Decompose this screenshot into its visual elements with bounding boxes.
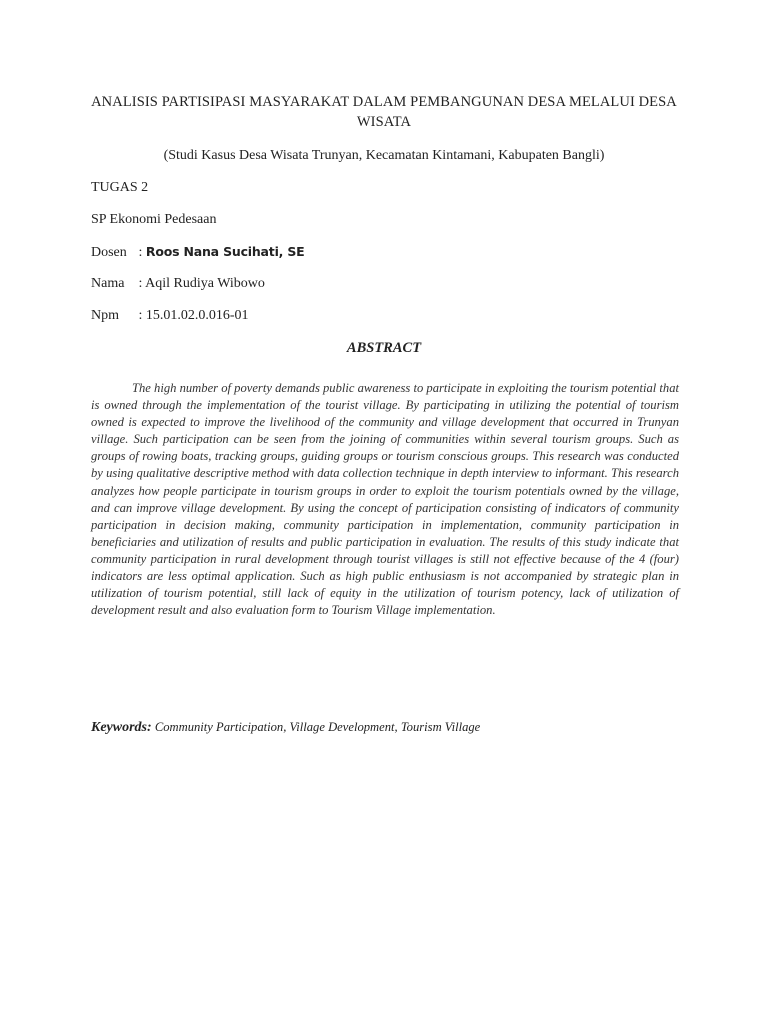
document-title: ANALISIS PARTISIPASI MASYARAKAT DALAM PEMBANGUNAN DESA MELALUI DESA WISATA <box>91 94 677 130</box>
course-name: SP Ekonomi Pedesaan <box>91 212 217 227</box>
student-id-separator: : <box>138 308 143 323</box>
assignment-label: TUGAS 2 <box>91 180 149 195</box>
student-id-line <box>91 306 249 326</box>
student-id-value: 15.01.02.0.016-01 <box>145 308 249 323</box>
student-id-label: Npm <box>91 308 119 323</box>
student-name-label: Nama <box>91 276 125 291</box>
lecturer-name: Roos Nana Sucihati, SE <box>145 244 305 259</box>
student-name-separator: : <box>138 276 143 291</box>
keywords-line <box>91 718 480 737</box>
abstract-body: The high number of poverty demands public awareness to participate in exploiting the tourism potential that is owned through the implementation of the tourist village. By participating in utilizing the potential of tourism owned is expected to improve the livelihood of the community and village development that occurred in Trunyan village. Such participation can be seen from the joining of communities within several tourism groups. Such as groups of rowing boats, tracking groups, guiding groups or tourism conscious groups. This research was conducted by using qualitative descriptive method with data collection technique in depth interview to informant. This research analyzes how people participate in tourism groups in order to exploit the tourism potentials owned by the village, and can improve village development. By using the concept of participation consisting of indicators of community participation in decision making, community participation in implementation, community participation in beneficiaries and utilization of results and public participation in evaluation. The results of this study indicate that community participation in rural development through tourist villages is still not effective because of the 4 (four) indicators are less optimal application. Such as high public enthusiasm is not accompanied by strategic plan in utilization of tourism potential, still lack of equity in the utilization of tourism potency, lack of utilization of development result and also evaluation form to Tourism Village implementation. <box>91 381 679 618</box>
lecturer-label: Dosen <box>91 245 127 260</box>
abstract-heading: ABSTRACT <box>346 340 422 356</box>
document-subtitle: (Studi Kasus Desa Wisata Trunyan, Kecamatan Kintamani, Kabupaten Bangli) <box>163 148 605 163</box>
lecturer-separator: : <box>138 245 143 260</box>
student-name-line <box>91 274 265 294</box>
lecturer-line <box>91 242 305 263</box>
keywords-text: Community Participation, Village Development, Tourism Village <box>154 720 481 734</box>
keywords-label: Keywords: <box>91 720 152 735</box>
student-name-value: Aqil Rudiya Wibowo <box>145 276 265 291</box>
